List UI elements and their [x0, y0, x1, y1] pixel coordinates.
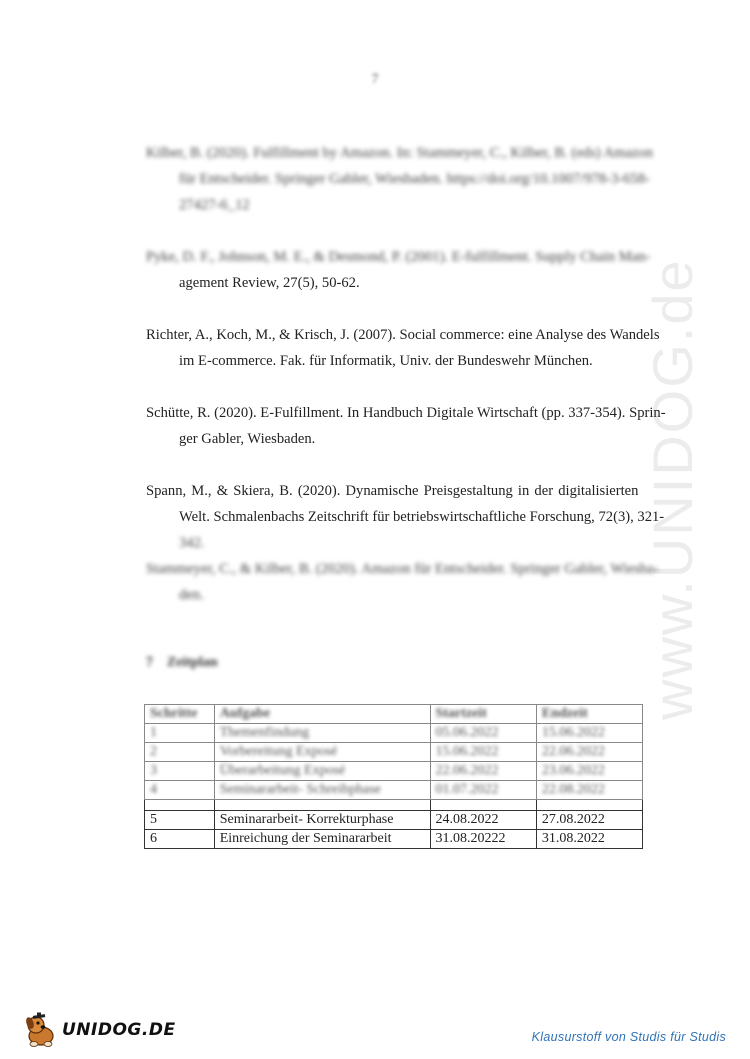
table-cell: Überarbeitung Exposé: [214, 762, 430, 781]
table-cell: 31.08.2022: [536, 830, 642, 849]
table-cell: 22.06.2022: [536, 743, 642, 762]
table-cell: [214, 800, 430, 811]
reference-line: 27427-6_12: [179, 197, 250, 213]
column-header: Schritte: [145, 705, 215, 724]
reference-line: Welt. Schmalenbachs Zeitschrift für betriebswirtschaftliche Forschung, 72(3), 321-: [179, 509, 665, 525]
table-cell: [145, 800, 215, 811]
column-header: Endzeit: [536, 705, 642, 724]
table-cell: 27.08.2022: [536, 811, 642, 830]
reference-entry: [146, 478, 680, 530]
reference-entry: [146, 322, 680, 374]
table-row: [145, 724, 643, 743]
table-row: [145, 762, 643, 781]
reference-line: im E-commerce. Fak. für Informatik, Univ. der Bundeswehr München.: [179, 353, 593, 369]
table-cell: 1: [145, 724, 215, 743]
reference-line: für Entscheider. Springer Gabler, Wiesbaden. https://doi.org/10.1007/978-3-658-: [179, 171, 650, 187]
watermark: www.UNIDOG.de: [641, 258, 704, 720]
table-row: [145, 781, 643, 800]
table-cell: 15.06.2022: [430, 743, 536, 762]
dog-mascot-icon: [22, 1012, 60, 1048]
reference-line: agement Review, 27(5), 50-62.: [179, 275, 360, 291]
table-cell: Seminararbeit- Korrekturphase: [214, 811, 430, 830]
table-row: [145, 811, 643, 830]
reference-entry: [146, 530, 680, 556]
section-number: 7: [146, 655, 153, 670]
reference-line: ger Gabler, Wiesbaden.: [179, 431, 316, 447]
table-cell: Vorbereitung Exposé: [214, 743, 430, 762]
table-cell: 15.06.2022: [536, 724, 642, 743]
reference-entry: [146, 556, 680, 608]
table-cell: 4: [145, 781, 215, 800]
table-cell: 3: [145, 762, 215, 781]
table-cell: 23.06.2022: [536, 762, 642, 781]
reference-line: 342.: [179, 535, 205, 551]
table-row: [145, 743, 643, 762]
reference-line: Kilber, B. (2020). Fulfillment by Amazon. In: Stammeyer, C., Kilber, B. (eds) Amazon: [146, 145, 653, 161]
reference-entry: [146, 244, 680, 270]
table-cell: 01.07.2022: [430, 781, 536, 800]
unidog-logo[interactable]: [22, 1012, 176, 1048]
reference-line: Pyke, D. F., Johnson, M. E., & Desmond, P. (2001). E-fulfillment. Supply Chain Man-: [146, 249, 651, 265]
table-header-row: [145, 705, 643, 724]
table-cell: 22.08.2022: [536, 781, 642, 800]
section-heading: [146, 655, 232, 671]
table-cell: 6: [145, 830, 215, 849]
reference-line: Richter, A., Koch, M., & Krisch, J. (2007). Social commerce: eine Analyse des Wandels: [146, 327, 660, 343]
table-cell: [430, 800, 536, 811]
table-cell: 2: [145, 743, 215, 762]
schedule-table: [144, 704, 643, 849]
reference-line: Stammeyer, C., & Kilber, B. (2020). Amazon für Entscheider. Springer Gabler, Wiesba-: [146, 561, 659, 577]
table-cell: Einreichung der Seminararbeit: [214, 830, 430, 849]
section-title: Zeitplan: [167, 655, 218, 670]
reference-entry: [146, 400, 680, 452]
footer-slogan: Klausurstoff von Studis für Studis: [531, 1030, 726, 1044]
reference-line: den.: [179, 587, 204, 603]
reference-entry: [146, 140, 680, 218]
table-cell: 5: [145, 811, 215, 830]
table-cell: 22.06.2022: [430, 762, 536, 781]
table-cell: Seminararbeit- Schreibphase: [214, 781, 430, 800]
reference-line: Spann, M., & Skiera, B. (2020). Dynamische Preisgestaltung in der digitalisierten: [146, 483, 639, 499]
table-cell: Themenfindung: [214, 724, 430, 743]
page-number: 7: [371, 72, 379, 87]
column-header: Aufgabe: [214, 705, 430, 724]
column-header: Startzeit: [430, 705, 536, 724]
table-row: [145, 830, 643, 849]
table-cell: 05.06.2022: [430, 724, 536, 743]
table-cell: 31.08.20222: [430, 830, 536, 849]
table-cell: 24.08.2022: [430, 811, 536, 830]
reference-line: Schütte, R. (2020). E-Fulfillment. In Handbuch Digitale Wirtschaft (pp. 337-354). Sprin-: [146, 405, 666, 421]
table-cell: [536, 800, 642, 811]
logo-text: UNIDOG.DE: [62, 1020, 176, 1040]
table-row-spacer: [145, 800, 643, 811]
reference-entry: [146, 270, 680, 296]
